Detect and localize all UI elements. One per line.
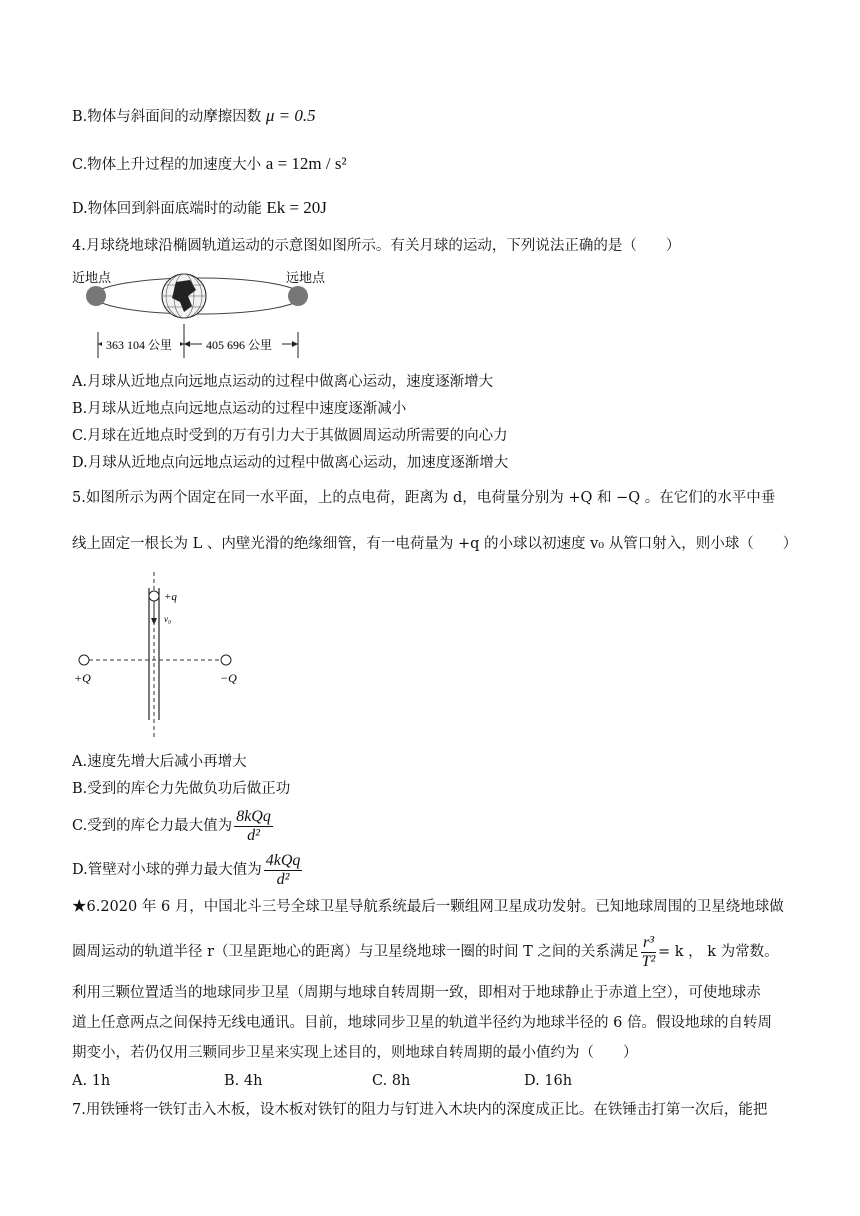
distance-right-label: 405 696 公里 <box>206 338 273 352</box>
q3-option-d-text: D.物体回到斜面底端时的动能 <box>72 201 262 217</box>
q3-option-d <box>72 198 327 219</box>
v0-label: v₀ <box>164 614 172 624</box>
q5-option-c-fraction: $\frac{\text{8kQq}}{\text{d²}}$ <box>236 807 271 844</box>
q6-option-d: D. 16h <box>524 1073 573 1089</box>
moon-perigee-icon <box>86 286 106 306</box>
earth-icon <box>162 274 206 318</box>
plus-Q-label: +Q <box>74 671 91 685</box>
q6-line1: ★6.2020 年 6 月，中国北斗三号全球卫星导航系统最后一颗组网卫星成功发射。已知地球周围的卫星绕地球做 <box>72 899 784 915</box>
q5-stem-line2: 线上固定一根长为 L 、内壁光滑的绝缘细管，有一电荷量为 +q 的小球以初速度 v₀ 从管口射入，则小球（ ） <box>72 536 798 552</box>
q3-option-c-math: a = 12m / s² <box>265 154 347 173</box>
q3-option-b-math: μ = 0.5 <box>265 106 316 125</box>
q6-line4: 道上任意两点之间保持无线电通讯。目前，地球同步卫星的轨道半径约为地球半径的 6 倍。假设地球的自转周 <box>72 1015 772 1031</box>
q3-option-b <box>72 106 316 127</box>
negative-charge-icon <box>221 655 231 665</box>
q5-stem-line1: 5.如图所示为两个固定在同一水平面，上的点电荷，距离为 d，电荷量分别为 +Q 和 −Q 。在它们的水平中垂 <box>72 490 776 506</box>
charges-tube-figure <box>72 570 252 742</box>
q3-option-b-text: B.物体与斜面间的动摩擦因数 <box>72 109 262 125</box>
minus-Q-label: −Q <box>220 671 237 685</box>
q6-line2-text: 圆周运动的轨道半径 r（卫星距地心的距离）与卫星绕地球一圈的时间 T 之间的关系满足 <box>72 944 639 960</box>
q4-option-a: A.月球从近地点向远地点运动的过程中做离心运动，速度逐渐增大 <box>72 374 494 390</box>
q4-option-b: B.月球从近地点向远地点运动的过程中速度逐渐减小 <box>72 401 407 417</box>
apogee-label: 远地点 <box>286 270 326 285</box>
q5-option-d <box>72 850 304 890</box>
q6-line2-tail: = k ， k 为常数。 <box>657 944 779 960</box>
q4-option-d: D.月球从近地点向远地点运动的过程中做离心运动，加速度逐渐增大 <box>72 455 509 471</box>
q6-line3: 利用三颗位置适当的地球同步卫星（周期与地球自转周期一致，即相对于地球静止于赤道上空），可使地球赤 <box>72 985 761 1001</box>
q3-option-d-math: Ek = 20J <box>266 198 327 217</box>
q3-option-c-text: C.物体上升过程的加速度大小 <box>72 157 262 173</box>
q5-option-d-text: D.管壁对小球的弹力最大值为 <box>72 862 262 878</box>
q6-option-c: C. 8h <box>372 1073 411 1089</box>
q5-option-a: A.速度先增大后减小再增大 <box>72 754 247 770</box>
q6-fraction: $\frac{\text{r³}}{\text{T²}}$ <box>641 933 656 970</box>
q4-option-c: C.月球在近地点时受到的万有引力大于其做圆周运动所需要的向心力 <box>72 428 508 444</box>
plus-q-label: +q <box>164 591 177 603</box>
q6-option-b: B. 4h <box>224 1073 263 1089</box>
q6-line5: 期变小，若仍仅用三颗同步卫星来实现上述目的，则地球自转周期的最小值约为（ ） <box>72 1045 638 1061</box>
moon-apogee-icon <box>288 286 308 306</box>
ball-icon <box>149 591 159 601</box>
q3-option-c <box>72 154 347 175</box>
perigee-label: 近地点 <box>72 270 112 285</box>
moon-orbit-figure <box>72 262 342 364</box>
q7-line1: 7.用铁锤将一铁钉击入木板，设木板对铁钉的阻力与钉进入木块内的深度成正比。在铁锤击打第一次后，能把 <box>72 1102 768 1118</box>
q5-option-d-fraction: $\frac{\text{4kQq}}{\text{d²}}$ <box>265 851 301 888</box>
q5-option-b: B.受到的库仑力先做负功后做正功 <box>72 781 291 797</box>
q4-stem: 4.月球绕地球沿椭圆轨道运动的示意图如图所示。有关月球的运动，下列说法正确的是（ ） <box>72 238 681 254</box>
distance-left-label: 363 104 公里 <box>106 338 173 352</box>
q5-option-c-text: C.受到的库仑力最大值为 <box>72 818 233 834</box>
q6-option-a: A. 1h <box>72 1073 111 1089</box>
q5-option-c <box>72 806 275 846</box>
positive-charge-icon <box>79 655 89 665</box>
q6-line2 <box>72 932 779 972</box>
